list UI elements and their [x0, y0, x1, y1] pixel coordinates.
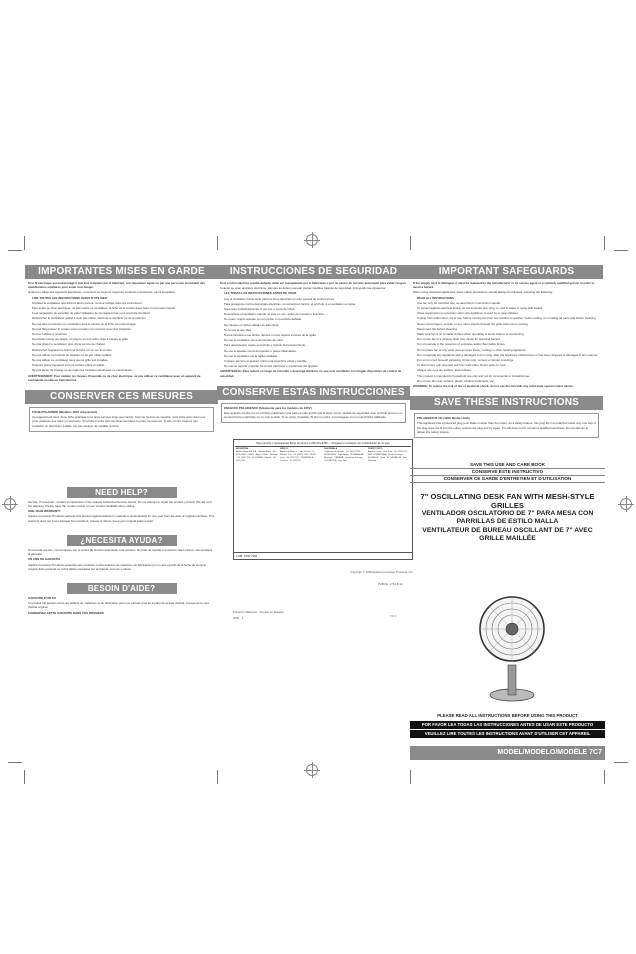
french-column [25, 265, 218, 616]
banner-conserve: CONSERVE ESTAS INSTRUCCIONES [217, 386, 410, 400]
list-item: Ne pas utiliser ce ventilateur sans que la grille soit installée. [32, 358, 109, 363]
distributor-info: Applica Caribe · San Juan · Tel: (787) 273 · REP. DOMINICANA · Santo Domingo · ECUADOR · Quito · EL SALVADOR · San Salvador [368, 451, 408, 462]
banner-necesita-ayuda: ¿NECESITA AYUDA? [67, 535, 177, 546]
list-item: Close supervision is necessary when any appliance is used by or near children. [417, 311, 519, 316]
spanish-safeguards [217, 279, 410, 378]
list-item: Do not use fan near curtains, plants, window treatments, etc. [417, 378, 495, 383]
list-item: Coloque siempre el aparato sobre una superficie plana y estable. [224, 359, 308, 364]
paragraph: Si necesita servicio, comuníquese con el centro de servicio autorizado más cercano. No trate de reparar el producto usted mismo; esto anularía la garantía. [28, 547, 212, 557]
list-item: No lo use al aire libre. [224, 327, 252, 332]
heading: LIRE TOUTES LES INSTRUCTIONS AVANT D'UTILISER [32, 295, 107, 300]
distributor-column [236, 448, 278, 462]
banner-besoin-aide: BESOIN D'AIDE? [67, 583, 177, 594]
crop-mark [24, 236, 25, 250]
list-item: Make sure fan is on a stable surface when operating to avoid chance of overturning. [417, 332, 525, 337]
distributor-column [368, 448, 410, 462]
registration-mark [306, 764, 318, 776]
read-english: PLEASE READ ALL INSTRUCTIONS BEFORE USING THIS PRODUCT [437, 713, 578, 718]
save-book-notice [410, 462, 605, 483]
list-item: Use el ventilador únicamente para los fines descritos en este manual de instrucciones. [224, 296, 335, 301]
crop-mark [604, 236, 605, 250]
list-item: Pour éviter un choc électrique, ne pas mettre ce ventilateur, la fiche ou le cordon dans l'eau ou tout autre liquide. [32, 306, 176, 311]
read-spanish: POR FAVOR LEA TODAS LAS INSTRUCCIONES ANTES DE USAR ESTE PRODUCTO [410, 721, 605, 729]
list-item: Ne pas faire passer le cordon sous un tapis ni le recouvrir avec des carpettes. [32, 326, 132, 331]
list-item: Do not place fan or any parts near an open flame, cooking or other heating appliance. [417, 347, 527, 352]
country: GUATEMALA [324, 448, 338, 451]
english-column [410, 265, 603, 441]
list-item: Para protegerse contra descargas eléctricas, no sumerja el cordón, el enchufe ni el ventilador en agua. [224, 301, 356, 306]
fan-illustration [478, 587, 546, 705]
list-item: Nunca introduzca los dedos, lápices u otros objetos a través de la rejilla. [224, 333, 317, 338]
paragraph: Quand on utilise des appareils électriques, il convient de toujours respecter certaines précautions, parmi lesquelles : [28, 290, 177, 295]
intro: Si el cordón eléctrico resulta dañado, debe ser reemplazado por el fabricante o por un centro de servicio autorizado para evitar riesgos. [220, 281, 407, 285]
polarized-plug-box [414, 413, 599, 438]
crop-mark [614, 762, 628, 763]
banner-instrucciones: INSTRUCCIONES DE SEGURIDAD [217, 265, 410, 279]
product-title [410, 492, 605, 544]
polarized-plug-box [29, 407, 214, 432]
list-item: Ne pas placer le ventilateur près d'une source de chaleur. [32, 342, 106, 347]
code: 2006 · 1 [233, 616, 244, 620]
box-text: Cet appareil est muni d'une fiche polarisée (une lame est plus large que l'autre). Comme mesure de sécurité, cette fiche entre dans une prise polarisée que dans un seul sens. Si la fiche n'entre pas complètement dans la prise, la retourner. Si elle n'entre toujours pas, contacter un électricien qualifié. Ne pas essayer de modifier la fiche. [32, 415, 206, 428]
warning: WARNING: To reduce the risk of fire or electrical shock, do not use this fan with any solid-state speed control device. [413, 384, 574, 389]
list-item: Always use on a dry surface, level surface. [417, 368, 472, 373]
paragraph: Ce produit est garanti contre les défauts de matériaux et de fabrication pour une période d'un an à partir de la date d'achat. Conservez le reçu d'achat original. [28, 601, 210, 610]
list-item: No intente reparar o ajustar funciones eléctricas o mecánicas del aparato. [224, 364, 319, 369]
paragraph: Applica Consumer Products garantiza este producto contra defectos de material o de fabricación por un año a partir de la fecha de compra original. Esta garantía no cubre daños causados por accidente, mal uso o abuso. [28, 562, 206, 571]
printed-in: Printed in Malaysia · Impreso en Malasia [233, 610, 284, 614]
paragraph: Applica Consumer Products warrants this product against defects in material or workmanship for one year from the date of original purchase. This warranty does not cover damage from accident, misuse or abuse. Keep your original sales receipt. [28, 514, 215, 523]
model-footer: LOB: 7/06/ 7/08 [234, 552, 412, 559]
read-french: VEUILLEZ LIRE TOUTES LES INSTRUCTIONS AVANT D'UTILISER CET APPAREIL [410, 730, 605, 738]
distributor-info: Applica Argentina S.A. · Buenos Aires · Tel: (011) 4800 · CHILE · Applica Chile · Santiago · Tel: (562) 256 · COLOMBIA · Bogotá · Tel: (571) 587 [236, 451, 278, 462]
paragraph: When using electrical appliances, basic safety precautions should always be followed, including the following: [413, 290, 553, 295]
publication-number: PUB No. 1713-B-1A [378, 582, 404, 586]
copyright: Copyright © 2008 Applica Consumer Products, Inc. [350, 570, 414, 574]
list-item: To disconnect, grip plug and pull from wall outlet. Never yank on cord. [417, 363, 507, 368]
french-safeguards [25, 279, 218, 382]
crop-mark [8, 762, 22, 763]
list-item: Toujours placer l'appareil sur une surface plane et stable. [32, 363, 106, 368]
model-number: MODEL/MODELO/MODÈLE 7C7 [410, 746, 605, 760]
list-item: No opere ningún aparato con el cordón o el enchufe dañado. [224, 317, 302, 322]
list-item: Ne jamais insérer les doigts, un crayon ou tout autre objet à travers la grille. [32, 337, 129, 342]
intro: If the supply cord is damaged, it must be replaced by the manufacturer or its service agent or a similarly qualified person in order to avoid a hazard. [413, 281, 595, 290]
crop-mark [217, 770, 218, 784]
paragraph: Service. If necessary, contact an electrician or the nearest Authorized Service Center. Do not attempt to repair the product yourself; this will void the warranty. Please have the model number of your product available when calling. [28, 499, 212, 509]
polarized-plug-box [221, 403, 406, 424]
besoin-aide-section [25, 594, 218, 615]
list-item: Supervise cuidadosamente el uso por o cerca de niños. [224, 307, 296, 312]
list-item: No use el aparato cerca de líquidos o gases inflamables. [224, 348, 297, 353]
distributor-column [280, 448, 322, 462]
crop-mark [217, 236, 218, 250]
save-line: CONSERVE ESTE INSTRUCTIVO [410, 469, 605, 476]
save-line: SAVE THIS USE AND CARE BOOK [410, 462, 605, 469]
crop-mark [24, 770, 25, 784]
spanish-column [217, 265, 410, 426]
banner-conserver: CONSERVER CES MESURES [25, 390, 218, 404]
heading: GARANTIE D'UN AN [28, 595, 56, 600]
crop-mark [614, 250, 628, 251]
banner-mises-en-garde: IMPORTANTES MISES EN GARDE [25, 265, 218, 279]
list-item: No coloque el cordón debajo de alfombras. [224, 322, 280, 327]
banner-important-safeguards: IMPORTANT SAFEGUARDS [410, 265, 603, 279]
distributor-header: Para servicio o reparaciones llame al número 1-800-231-9786 — Póngase en contacto con el distribuidor de su país [235, 441, 411, 447]
list-item: This product is intended for household use only and not for commercial or industrial use. [417, 373, 530, 378]
registration-mark [4, 498, 16, 510]
list-item: Unplug from outlet when not in use, before moving fan from one location to another, before putting on or taking off parts and before cleaning. [417, 316, 597, 321]
paragraph: Cuando se usan aparatos eléctricos, siempre se deben respetar ciertas medidas básicas de seguridad, incluyendo las siguientes: [220, 286, 386, 291]
distributor-info: Applica de México · Lago Victoria 74 · México, D.F. · Tel: (5255) 5263 · PERÚ · Lima · Tel: (511) 261 · VENEZUELA · Caracas · Tel: (58212) [280, 451, 318, 462]
list-item: Débrancher l'appareil en tirant sur la fiche et non sur le cordon. [32, 347, 113, 352]
heading: ONE-YEAR WARRANTY [28, 509, 61, 514]
warning: ADVERTENCIA: Para reducir el riesgo de incendio o descarga eléctrica, no use este ventilador con ningún dispositivo de control de velocidad. [220, 369, 402, 378]
warning: AVERTISSEMENT: Pour réduire les risques d'incendie ou de choc électrique, ne pas utiliser ce ventilateur avec un appareil de commande de vitesse transistorisé. [28, 373, 201, 382]
heading: LEA TODAS LAS INSTRUCCIONES ANTES DE USAR [224, 291, 297, 296]
list-item: Ne pas tenter de réparer ou de régler les fonctions électriques ou mécaniques. [32, 368, 133, 373]
small-code: T.F.C [390, 614, 397, 618]
banner-save-instructions: SAVE THESE INSTRUCTIONS [410, 396, 603, 410]
english-safeguards [410, 279, 603, 388]
list-item: No use el ventilador cerca de fuentes de calor. [224, 338, 284, 343]
intro: Si le fil électrique est endommagé il doit être remplacé par le fabricant, son réparateur agréé ou par une personne possédant des qualifications similaires pour éviter tout danger. [28, 281, 206, 290]
list-item: Never insert fingers, pencils, or any other objects through the grille when fan is running. [417, 321, 529, 326]
box-text: Este aparato cuenta con un enchufe polarizado (una pata es más ancha que la otra). Como medida de seguridad, este enchufe entra en un tomacorriente polarizado en un solo sentido. Si no entra, inviértalo. Si aún no entra, comuníquese con un electricista calificado. [224, 411, 403, 420]
list-item: Ne pas l'utiliser à l'extérieur. [32, 332, 68, 337]
list-item: Para desconectar, sujete el enchufe y retírelo del tomacorriente. [224, 343, 306, 348]
distributor-table [233, 439, 413, 560]
list-item: Débrancher le ventilateur quand il n'est pas utilisé, avant de le déplacer ou de le nettoyer. [32, 316, 147, 321]
country: ARGENTINA [236, 448, 249, 451]
list-item: Il est nécessaire de surveiller de près l'utilisation de cet appareil par ou à proximité d'enfants. [32, 311, 151, 316]
title-english: 7" OSCILLATING DESK FAN WITH MESH-STYLE GRILLES [420, 492, 595, 510]
country: MÉXICO [280, 448, 289, 451]
list-item: Do not use fan in a window. Rain may cause an electrical hazard. [417, 337, 501, 342]
distributor-info: Ciudad de Guatemala · Tel: (502) 2331 · HONDURAS · Tegucigalpa · NICARAGUA · Managua · PANAMÁ · Ciudad de Panamá · COSTA RICA · San José [324, 451, 365, 462]
list-item: No use el ventilador sin la rejilla instalada. [224, 353, 278, 358]
list-item: To protect against electrical shock, do not immerse unit, plug, or cord in water or spray with liquids. [417, 306, 543, 311]
crop-mark [410, 770, 411, 784]
registration-mark [306, 234, 318, 246]
box-heading: FICHE POLARISÉE (Modèles 120V uniquement) [32, 410, 98, 415]
list-item: N'utiliser le ventilateur que dans la façon prévue, comme indiqué dans les instructions. [32, 300, 143, 305]
box-heading: ENCHUFE POLARIZADO (Solamente para los modelos de 120V) [224, 405, 312, 410]
box-heading: POLARIZED PLUG (120V Models Only) [417, 416, 471, 421]
heading: READ ALL INSTRUCTIONS [417, 295, 454, 300]
title-spanish: VENTILADOR OSCILATORIO DE 7" PARA MESA CON PARRILLAS DE ESTILO MALLA [421, 510, 594, 526]
crop-mark [8, 250, 22, 251]
list-item: Disconnect fan before cleaning. [417, 326, 458, 331]
list-item: Do not operate any appliance with a damaged cord or plug, after the appliance malfunctions or has been dropped or damaged in any manner. [417, 352, 598, 357]
registration-mark [620, 498, 632, 510]
need-help-section [25, 498, 218, 523]
distributor-column [324, 448, 366, 462]
footer-note: CONSERVEZ CETTE GARANTIE DANS VOS DOSSIERS [28, 610, 104, 615]
list-item: Ne pas utiliser à proximité de liquides ou de gaz inflammables. [32, 352, 113, 357]
necesita-ayuda-section [25, 546, 218, 571]
list-item: Do not run cord beneath carpeting, throw rugs, runners or similar coverings. [417, 358, 514, 363]
list-item: Desenchufe el ventilador cuando no esté en uso, antes de moverlo o limpiarlo. [224, 312, 325, 317]
box-text: This appliance has a polarized plug (one blade is wider than the other). As a safety feature, this plug fits in a polarized outlet only one way. If the plug does not fit into the outlet, reverse the plug and try again. If it still does not fit, contact a qualified electrician. Do not attempt to defeat this safety feature. [417, 421, 596, 434]
crop-mark [604, 770, 605, 784]
list-item: Use fan only for intended use, as described in instruction manual. [417, 300, 501, 305]
heading: UN AÑO DE GARANTÍA [28, 557, 61, 562]
save-line: CONSERVER CE GARDE D'ENTRETIEN ET D'UTILISATION [410, 476, 605, 483]
list-item: Ne pas faire fonctionner un ventilateur dont le cordon ou la fiche est endommagé. [32, 321, 137, 326]
read-instructions [410, 712, 605, 739]
list-item: Do not operate in the presence of explosive and/or flammable fumes. [417, 342, 506, 347]
crop-mark [410, 236, 411, 250]
banner-need-help: NEED HELP? [67, 487, 177, 498]
country: PUERTO RICO [368, 448, 383, 451]
title-french: VENTILATEUR DE BUREAU OSCILLANT DE 7" AVEC GRILLE MAILLÉE [422, 526, 593, 543]
